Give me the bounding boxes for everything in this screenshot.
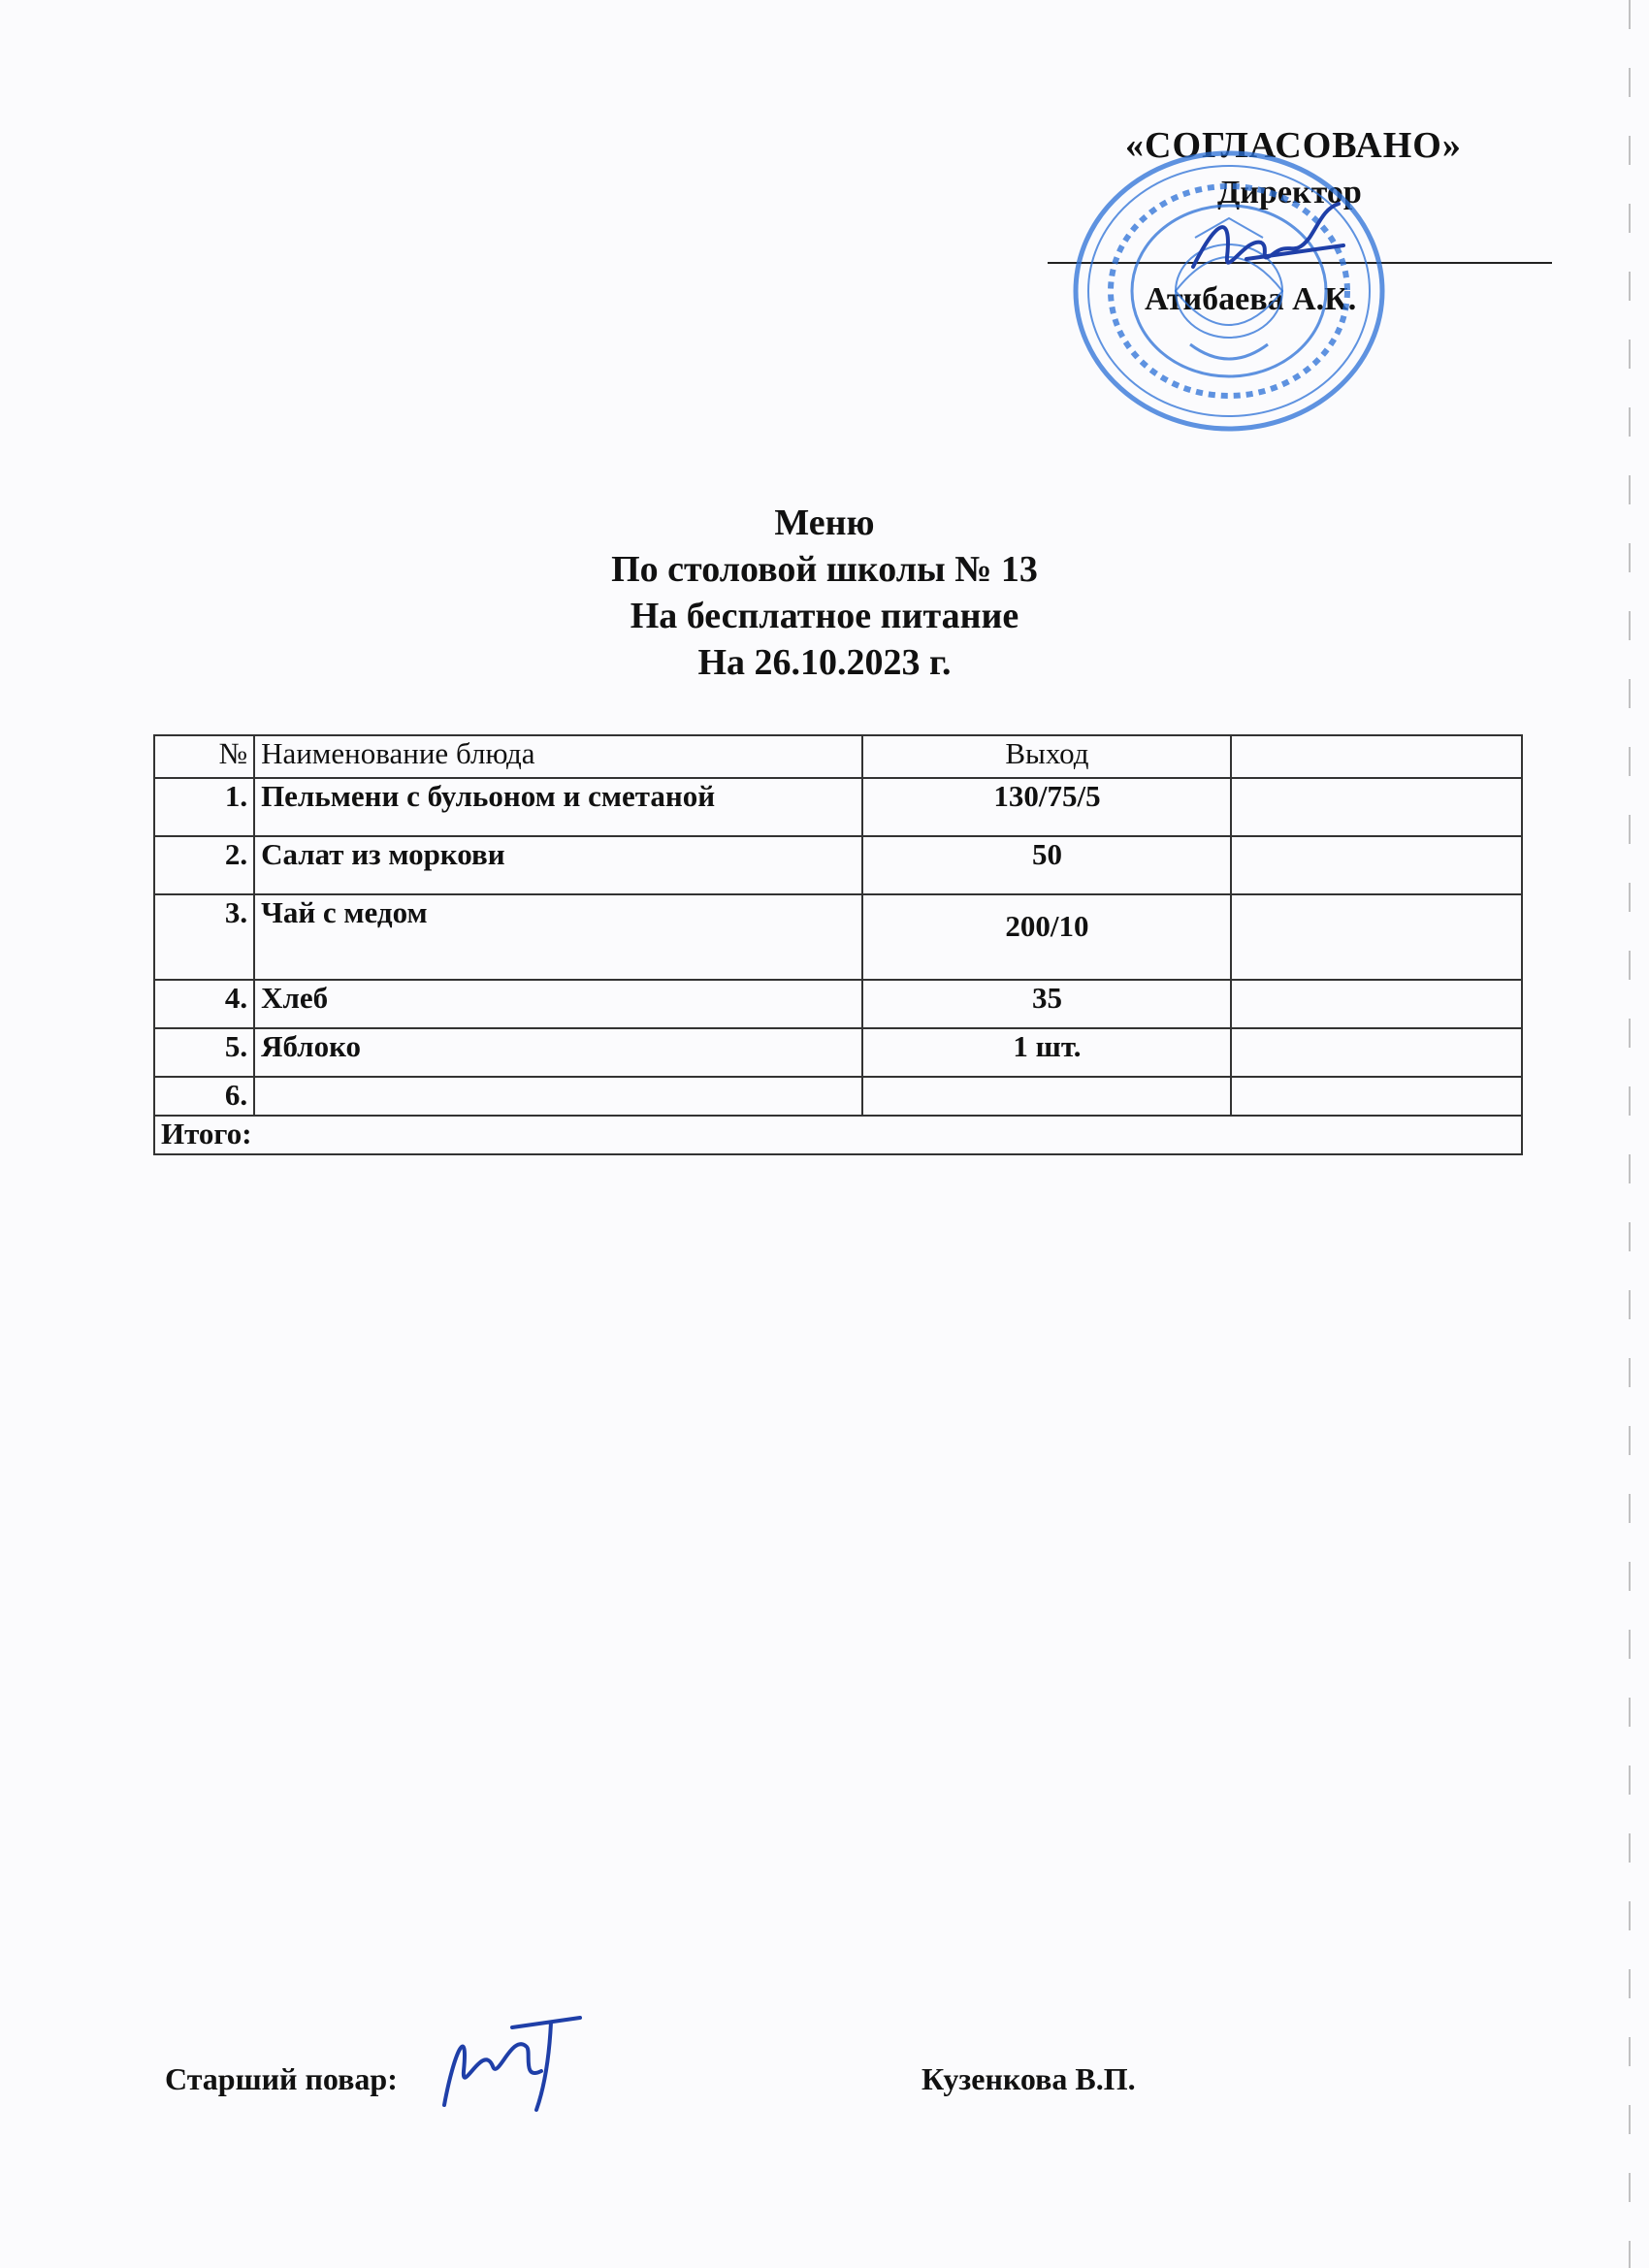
cook-signature-icon — [435, 2013, 590, 2120]
row-num: 1. — [154, 778, 254, 836]
row-extra — [1231, 1028, 1522, 1077]
row-num: 2. — [154, 836, 254, 894]
school-seal-icon — [1069, 146, 1389, 437]
menu-table — [153, 734, 1523, 1155]
row-output: 1 шт. — [862, 1028, 1231, 1077]
total-label: Итого: — [154, 1116, 1522, 1154]
row-output: 200/10 — [862, 894, 1231, 980]
heading-title: Меню — [774, 502, 875, 543]
row-name: Яблоко — [254, 1028, 862, 1077]
row-extra — [1231, 778, 1522, 836]
heading-type: На бесплатное питание — [630, 596, 1019, 636]
table-row — [154, 778, 1522, 836]
row-num: 5. — [154, 1028, 254, 1077]
row-name: Чай с медом — [254, 894, 862, 980]
row-output — [862, 1077, 1231, 1116]
table-row — [154, 894, 1522, 980]
row-num: 3. — [154, 894, 254, 980]
director-signature-icon — [1188, 199, 1353, 291]
row-num: 4. — [154, 980, 254, 1028]
scan-edge-line — [1628, 0, 1632, 2268]
table-row — [154, 1028, 1522, 1077]
header-output: Выход — [862, 735, 1231, 778]
header-num: № — [154, 735, 254, 778]
table-row — [154, 980, 1522, 1028]
row-output: 50 — [862, 836, 1231, 894]
approval-name: Атибаева А.К. — [1145, 281, 1357, 317]
row-extra — [1231, 836, 1522, 894]
document-heading — [0, 500, 1649, 686]
row-num: 6. — [154, 1077, 254, 1116]
row-name: Хлеб — [254, 980, 862, 1028]
row-name: Пельмени с бульоном и сметаной — [254, 778, 862, 836]
heading-date: На 26.10.2023 г. — [697, 642, 952, 683]
row-extra — [1231, 1077, 1522, 1116]
approval-title: «СОГЛАСОВАНО» — [1125, 125, 1462, 166]
table-total-row — [154, 1116, 1522, 1154]
table-header-row — [154, 735, 1522, 778]
table-row — [154, 836, 1522, 894]
row-output: 130/75/5 — [862, 778, 1231, 836]
approval-role: Директор — [1217, 175, 1362, 211]
row-name: Салат из моркови — [254, 836, 862, 894]
table-row — [154, 1077, 1522, 1116]
row-output: 35 — [862, 980, 1231, 1028]
cook-name: Кузенкова В.П. — [922, 2061, 1136, 2096]
row-extra — [1231, 894, 1522, 980]
row-name — [254, 1077, 862, 1116]
cook-label: Старший повар: — [165, 2061, 398, 2096]
heading-school: По столовой школы № 13 — [611, 549, 1038, 590]
header-extra — [1231, 735, 1522, 778]
row-extra — [1231, 980, 1522, 1028]
header-name: Наименование блюда — [254, 735, 862, 778]
